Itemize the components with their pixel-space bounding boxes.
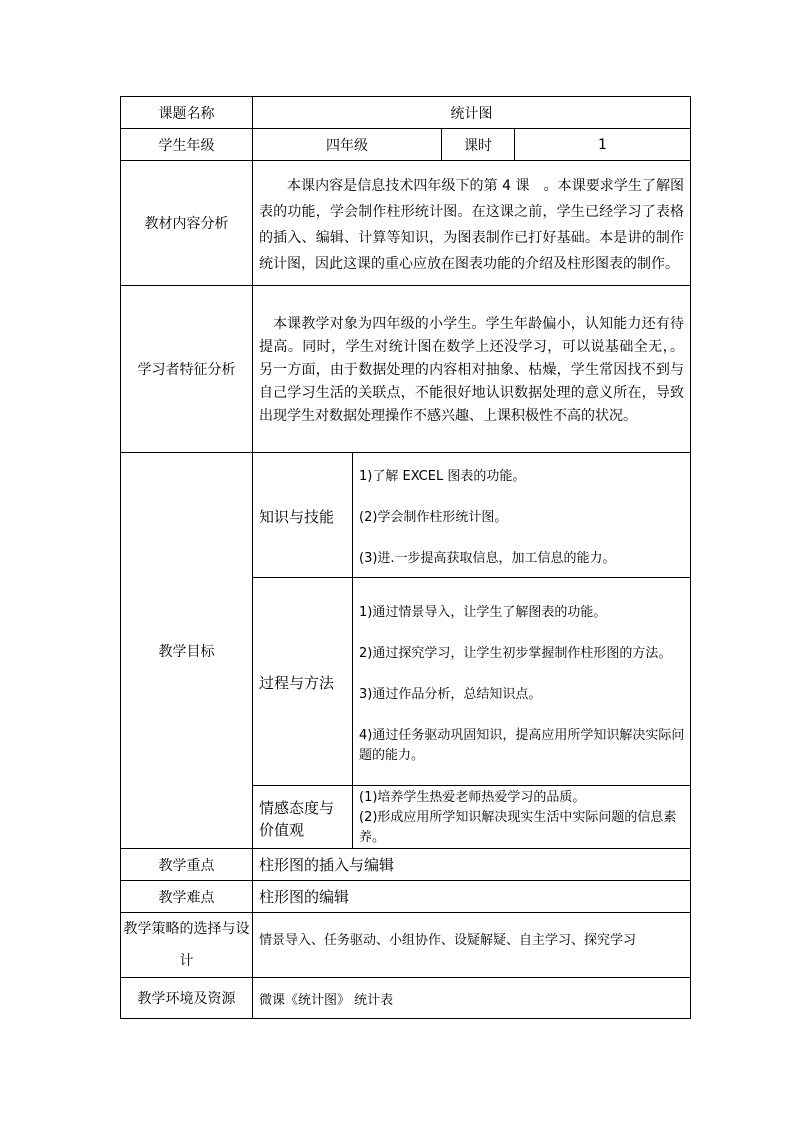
grade-value: 四年级: [253, 129, 442, 161]
learners-cell: [253, 286, 691, 453]
process-label-cell: [253, 578, 353, 786]
goals-label: 教学目标: [121, 453, 253, 849]
knowledge-list: [353, 461, 690, 569]
key-point-value: 柱形图的插入与编辑: [259, 855, 395, 874]
list-item: (1)培养学生热爱老师热爱学习的品质。: [359, 790, 586, 805]
title-value: 统计图: [253, 97, 691, 129]
list-item: (2)形成应用所学知识解决现实生活中实际问题的信息素养。: [359, 810, 677, 845]
lesson-plan-table: [120, 96, 691, 1019]
difficulty-cell: [253, 881, 691, 913]
environment-cell: [253, 978, 691, 1019]
row-title: [121, 97, 691, 129]
learners-text: 本课教学对象为四年级的小学生。学生年龄偏小，认知能力还有待提高。同时，学生对统计图在数学上还没学习，可以说基础全无，。另一方面，由于数据处理的内容相对抽象、枯燥，学生常因找不到与自己学习生活的关联点，不能很好地认识数据处理的意义所在，导致出现学生对数据处理操作不感兴趣、上课积极性不高的状况。: [259, 315, 684, 424]
list-item: 1)了解 EXCEL 图表的功能。: [359, 469, 526, 484]
row-key-point: [121, 849, 691, 881]
title-label: 课题名称: [121, 97, 253, 129]
content-label: 教材内容分析: [121, 161, 253, 286]
list-item: 1)通过情景导入，让学生了解图表的功能。: [359, 605, 607, 620]
knowledge-label: 知识与技能: [259, 507, 335, 526]
knowledge-cell: [353, 453, 691, 578]
content-cell: [253, 161, 691, 286]
row-learners: [121, 286, 691, 453]
attitude-list: [353, 786, 690, 848]
key-point-cell: [253, 849, 691, 881]
environment-label: 教学环境及资源: [121, 978, 253, 1019]
attitude-label-cell: [253, 786, 353, 849]
difficulty-value: 柱形图的编辑: [259, 887, 350, 906]
key-point-label: 教学重点: [121, 849, 253, 881]
row-environment: [121, 978, 691, 1019]
process-list: [353, 597, 690, 766]
list-item: 2)通过探究学习，让学生初步掌握制作柱形图的方法。: [359, 646, 672, 661]
attitude-cell: [353, 786, 691, 849]
knowledge-label-cell: [253, 453, 353, 578]
hours-label: 课时: [442, 129, 515, 161]
difficulty-label: 教学难点: [121, 881, 253, 913]
strategy-cell: [253, 913, 691, 978]
process-label: 过程与方法: [259, 674, 335, 692]
learners-label: 学习者特征分析: [121, 286, 253, 453]
row-goal-knowledge: [121, 453, 691, 578]
strategy-value: 情景导入、任务驱动、小组协作、设疑解疑、自主学习、探究学习: [259, 932, 637, 948]
row-strategy: [121, 913, 691, 978]
strategy-label: 教学策略的选择与设计: [121, 913, 253, 978]
content-text: 本课内容是信息技术四年级下的第 4 课 。本课要求学生了解图表的功能，学会制作柱形统计图。在这课之前，学生已经学习了表格的插入、编辑、计算等知识，为图表制作已打好基础。本是讲的制作统计图，因此这课的重心应放在图表功能的介绍及柱形图表的制作。: [259, 178, 684, 272]
row-difficulty: [121, 881, 691, 913]
list-item: (3)进.一步提高获取信息，加工信息的能力。: [359, 551, 616, 566]
row-content: [121, 161, 691, 286]
row-grade: [121, 129, 691, 161]
hours-value: 1: [515, 129, 691, 161]
process-cell: [353, 578, 691, 786]
grade-label: 学生年级: [121, 129, 253, 161]
attitude-label: 情感态度与价值观: [259, 798, 335, 839]
list-item: (2)学会制作柱形统计图。: [359, 510, 508, 525]
list-item: 4)通过任务驱动巩固知识，提高应用所学知识解决实际问题的能力。: [359, 728, 685, 763]
environment-value: 微课《统计图》 统计表: [259, 992, 394, 1008]
list-item: 3)通过作品分析，总结知识点。: [359, 687, 542, 702]
